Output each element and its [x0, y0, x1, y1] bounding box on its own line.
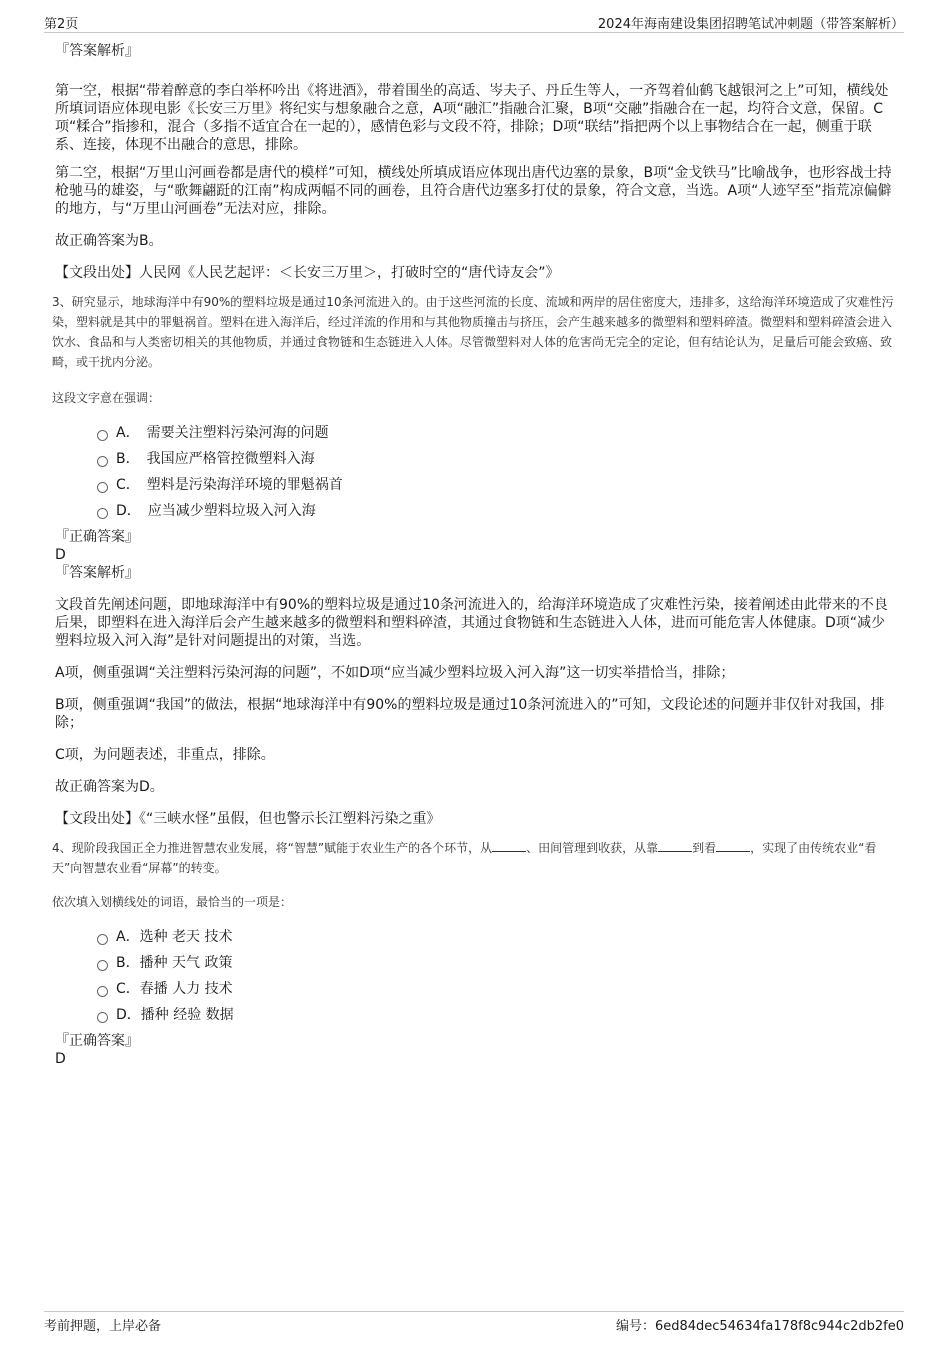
radio-icon[interactable] [97, 482, 108, 493]
page-number: 第2页 [44, 17, 79, 32]
option-a[interactable]: A．选种 老天 技术 [97, 924, 895, 950]
page-header [44, 10, 904, 33]
document-title: 2024年海南建设集团招聘笔试冲刺题（带答案解析） [597, 17, 904, 32]
question-stem: 3、研究显示，地球海洋中有90%的塑料垃圾是通过10条河流进入的。由于这些河流的长度、流域和两岸的居住密度大，违排多，这给海洋环境造成了灾难性污染，塑料就是其中的罪魁祸首。塑料在进入海洋后，经过洋流的作用和与其他物质撞击与挤压，会产生越来越多的微塑料和塑料碎渣。微塑料和塑料碎渣会进入饮水、食品和与人类密切相关的其他物质，并通过食物链和生态链进入人体。尽管微塑料对人体的危害尚无完全的定论，但有结论认为，足量后可能会致癌、致畸，或干扰内分泌。 [52, 295, 894, 369]
radio-icon[interactable] [97, 986, 108, 997]
blank-line [492, 839, 526, 852]
analysis-paragraph: 文段首先阐述问题，即地球海洋中有90%的塑料垃圾是通过10条河流进入的，给海洋环境造成了灾难性污染，接着阐述由此带来的不良后果，即塑料在进入海洋后会产生越来越多的微塑料和塑料碎渣，其通过食物链和生态链进入人体，进而可能危害人体健康。D项“减少塑料垃圾入河入海”是针对问题提出的对策，当选。 [55, 597, 888, 649]
answer-label: 『正确答案』 [55, 529, 139, 545]
page-content [52, 42, 895, 1068]
options-list [97, 420, 895, 524]
question-prompt: 这段文字意在强调： [52, 391, 161, 405]
source-note: 【文段出处】人民网《人民艺起评：＜长安三万里＞，打破时空的“唐代诗友会”》 [55, 265, 560, 281]
radio-icon[interactable] [97, 508, 108, 519]
radio-icon[interactable] [97, 1012, 108, 1023]
blank-line [716, 839, 750, 852]
option-c[interactable]: C．春播 人力 技术 [97, 976, 895, 1002]
option-b[interactable]: B．播种 天气 政策 [97, 950, 895, 976]
option-d[interactable]: D． 应当减少塑料垃圾入河入海 [97, 498, 895, 524]
option-a[interactable]: A． 需要关注塑料污染河海的问题 [97, 420, 895, 446]
options-list [97, 924, 895, 1028]
answer-value: D [55, 547, 66, 563]
option-d[interactable]: D．播种 经验 数据 [97, 1002, 895, 1028]
question-prompt: 依次填入划横线处的词语，最恰当的一项是： [52, 895, 293, 909]
option-c[interactable]: C． 塑料是污染海洋环境的罪魁祸首 [97, 472, 895, 498]
conclusion: 故正确答案为B。 [55, 233, 163, 249]
source-note: 【文段出处】《“三峡水怪”虽假，但也警示长江塑料污染之重》 [55, 811, 441, 827]
radio-icon[interactable] [97, 456, 108, 467]
page-footer [44, 1311, 904, 1336]
analysis-paragraph: 第一空，根据“带着醉意的李白举杯吟出《将进酒》，带着围坐的高适、岑夫子、丹丘生等人，一齐驾着仙鹤飞越银河之上”可知，横线处所填词语应体现电影《长安三万里》将纪实与想象融合之意，A项“融汇”指融合汇聚，B项“交融”指融合在一起，均符合文意，保留。C项“糅合”指掺和，混合（多指不适宜合在一起的），感情色彩与文段不符，排除；D项“联结”指把两个以上事物结合在一起，侧重于联系、连接，体现不出融合的意思，排除。 [55, 83, 889, 153]
answer-label: 『正确答案』 [55, 1033, 139, 1049]
footer-slogan: 考前押题，上岸必备 [44, 1319, 162, 1334]
analysis-label: 『答案解析』 [55, 43, 139, 59]
radio-icon[interactable] [97, 430, 108, 441]
conclusion: 故正确答案为D。 [55, 779, 164, 795]
answer-value: D [55, 1051, 66, 1067]
analysis-paragraph: 第二空，根据“万里山河画卷都是唐代的模样”可知，横线处所填成语应体现出唐代边塞的景象，B项“金戈铁马”比喻战争，也形容战士持枪驰马的雄姿，与“歌舞翩跹的江南”构成两幅不同的画卷，且符合唐代边塞多打仗的景象，符合文意，当选。A项“人迹罕至”指荒凉偏僻的地方，与“万里山河画卷”无法对应，排除。 [55, 165, 892, 217]
document-id: 编号：6ed84dec54634fa178f8c944c2db2fe0 [615, 1319, 904, 1334]
option-b[interactable]: B． 我国应严格管控微塑料入海 [97, 446, 895, 472]
analysis-paragraph: A项，侧重强调“关注塑料污染河海的问题”，不如D项“应当减少塑料垃圾入河入海”这一切实举措恰当，排除； [55, 665, 735, 681]
analysis-paragraph: C项，为问题表述，非重点，排除。 [55, 747, 275, 763]
blank-line [658, 839, 692, 852]
analysis-paragraph: B项，侧重强调“我国”的做法，根据“地球海洋中有90%的塑料垃圾是通过10条河流进入的”可知，文段论述的问题并非仅针对我国，排除； [55, 697, 885, 731]
radio-icon[interactable] [97, 934, 108, 945]
analysis-label: 『答案解析』 [55, 565, 139, 581]
radio-icon[interactable] [97, 960, 108, 971]
question-stem: 4、现阶段我国正全力推进智慧农业发展，将“智慧”赋能于农业生产的各个环节，从 、田间管理到收获，从靠 到看 ，实现了由传统农业“看天”向智慧农业看“屏幕”的转变。 [52, 841, 877, 875]
